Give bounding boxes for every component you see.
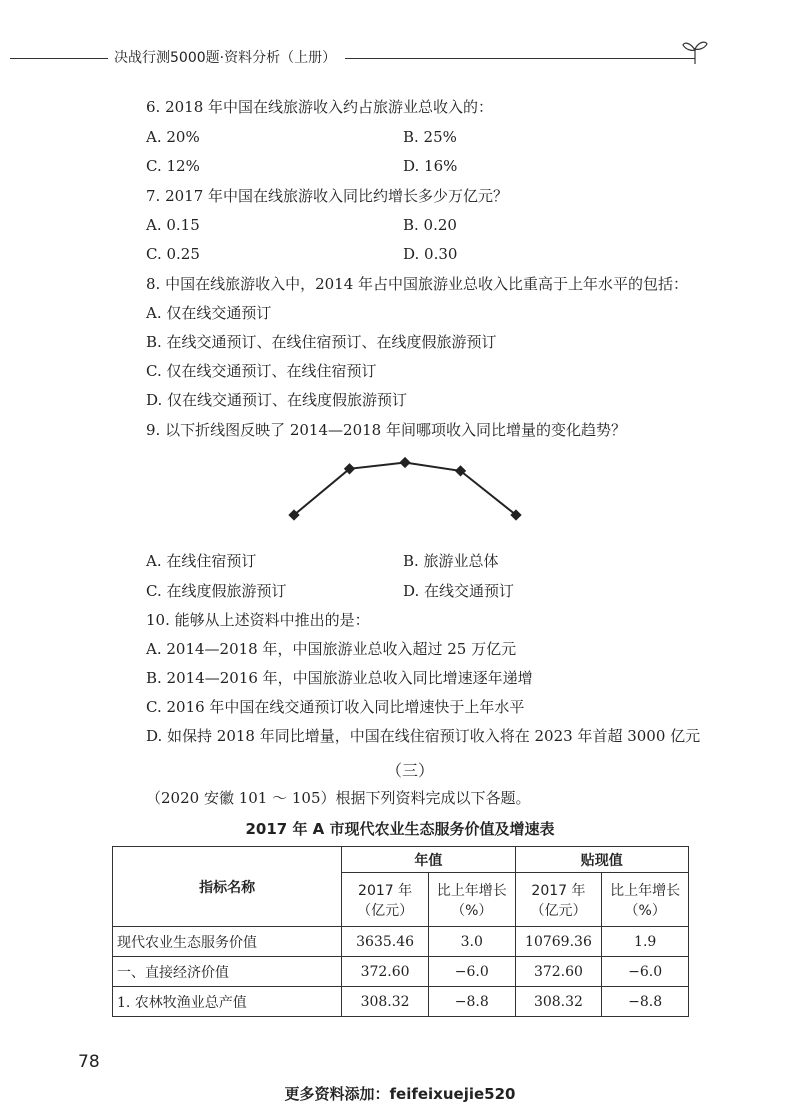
data-point-2016: [399, 457, 410, 468]
sub-header: 比上年增长 （%）: [602, 873, 689, 927]
question-8-option-c[interactable]: C. 仅在线交通预订、在线住宿预订: [146, 362, 377, 380]
table-cell: 308.32: [342, 987, 429, 1017]
table-row: [113, 957, 689, 987]
section-heading: （三）: [386, 761, 435, 780]
question-6-stem: 6. 2018 年中国在线旅游收入约占旅游业总收入的：: [146, 98, 494, 116]
question-10-option-b[interactable]: B. 2014—2016 年，中国旅游业总收入同比增速逐年递增: [146, 669, 533, 687]
question-6-option-a[interactable]: A. 20%: [146, 128, 200, 146]
table-cell: −6.0: [428, 957, 515, 987]
table-cell: 372.60: [342, 957, 429, 987]
table-cell: 372.60: [515, 957, 602, 987]
table-cell: −8.8: [602, 987, 689, 1017]
question-9-option-a[interactable]: A. 在线住宿预订: [146, 552, 257, 570]
sub-header: 2017 年 （亿元）: [342, 873, 429, 927]
question-10-option-d[interactable]: D. 如保持 2018 年同比增量，中国在线住宿预订收入将在 2023 年首超 3000 亿元: [146, 727, 701, 745]
page-number: 78: [78, 1052, 100, 1072]
sub-header: 2017 年 （亿元）: [515, 873, 602, 927]
question-7-option-d[interactable]: D. 0.30: [403, 245, 458, 263]
sub-header: 比上年增长 （%）: [428, 873, 515, 927]
question-8-option-d[interactable]: D. 仅在线交通预订、在线度假旅游预订: [146, 391, 408, 409]
question-7-option-c[interactable]: C. 0.25: [146, 245, 200, 263]
sprout-icon: [680, 38, 710, 66]
table-cell: 现代农业生态服务价值: [113, 927, 342, 957]
table-cell: 3635.46: [342, 927, 429, 957]
trend-line-chart: [270, 440, 540, 550]
table-cell: 10769.36: [515, 927, 602, 957]
question-6-option-c[interactable]: C. 12%: [146, 157, 200, 175]
trend-line: [294, 463, 516, 516]
question-7-option-b[interactable]: B. 0.20: [403, 216, 457, 234]
section-intro: （2020 安徽 101 ～ 105）根据下列资料完成以下各题。: [146, 789, 531, 807]
table-cell: −8.8: [428, 987, 515, 1017]
table-row: [113, 987, 689, 1017]
question-10-option-c[interactable]: C. 2016 年中国在线交通预订收入同比增速快于上年水平: [146, 698, 525, 716]
data-table: [112, 846, 689, 1017]
question-6-option-b[interactable]: B. 25%: [403, 128, 457, 146]
table-cell: 3.0: [428, 927, 515, 957]
question-7-option-a[interactable]: A. 0.15: [146, 216, 200, 234]
question-9-option-d[interactable]: D. 在线交通预订: [403, 582, 515, 600]
question-9-stem: 9. 以下折线图反映了 2014—2018 年间哪项收入同比增量的变化趋势？: [146, 421, 626, 439]
col-group-discounted: 贴现值: [515, 847, 688, 873]
header-rule-left: [10, 58, 108, 59]
question-10-option-a[interactable]: A. 2014—2018 年，中国旅游业总收入超过 25 万亿元: [146, 640, 517, 658]
table-cell: −6.0: [602, 957, 689, 987]
col-header-name: 指标名称: [113, 847, 342, 927]
table-title: 2017 年 A 市现代农业生态服务价值及增速表: [245, 820, 555, 838]
table-cell: 308.32: [515, 987, 602, 1017]
footer-note: 更多资料添加：feifeixuejie520: [284, 1085, 516, 1103]
col-group-annual: 年值: [342, 847, 515, 873]
table-cell: 1.9: [602, 927, 689, 957]
table-cell: 1. 农林牧渔业总产值: [113, 987, 342, 1017]
question-10-stem: 10. 能够从上述资料中推出的是：: [146, 611, 370, 629]
header-rule-right: [345, 58, 695, 59]
running-header: [0, 44, 800, 74]
question-8-stem: 8. 中国在线旅游收入中，2014 年占中国旅游业总收入比重高于上年水平的包括：: [146, 275, 689, 293]
table-cell: 一、直接经济价值: [113, 957, 342, 987]
question-8-option-b[interactable]: B. 在线交通预订、在线住宿预订、在线度假旅游预订: [146, 333, 497, 351]
book-title: 决战行测5000题·资料分析（上册）: [114, 50, 337, 66]
question-8-option-a[interactable]: A. 仅在线交通预订: [146, 304, 272, 322]
question-7-stem: 7. 2017 年中国在线旅游收入同比约增长多少万亿元？: [146, 187, 509, 205]
question-9-option-c[interactable]: C. 在线度假旅游预订: [146, 582, 287, 600]
table-row: [113, 927, 689, 957]
question-9-option-b[interactable]: B. 旅游业总体: [403, 552, 499, 570]
question-6-option-d[interactable]: D. 16%: [403, 157, 458, 175]
